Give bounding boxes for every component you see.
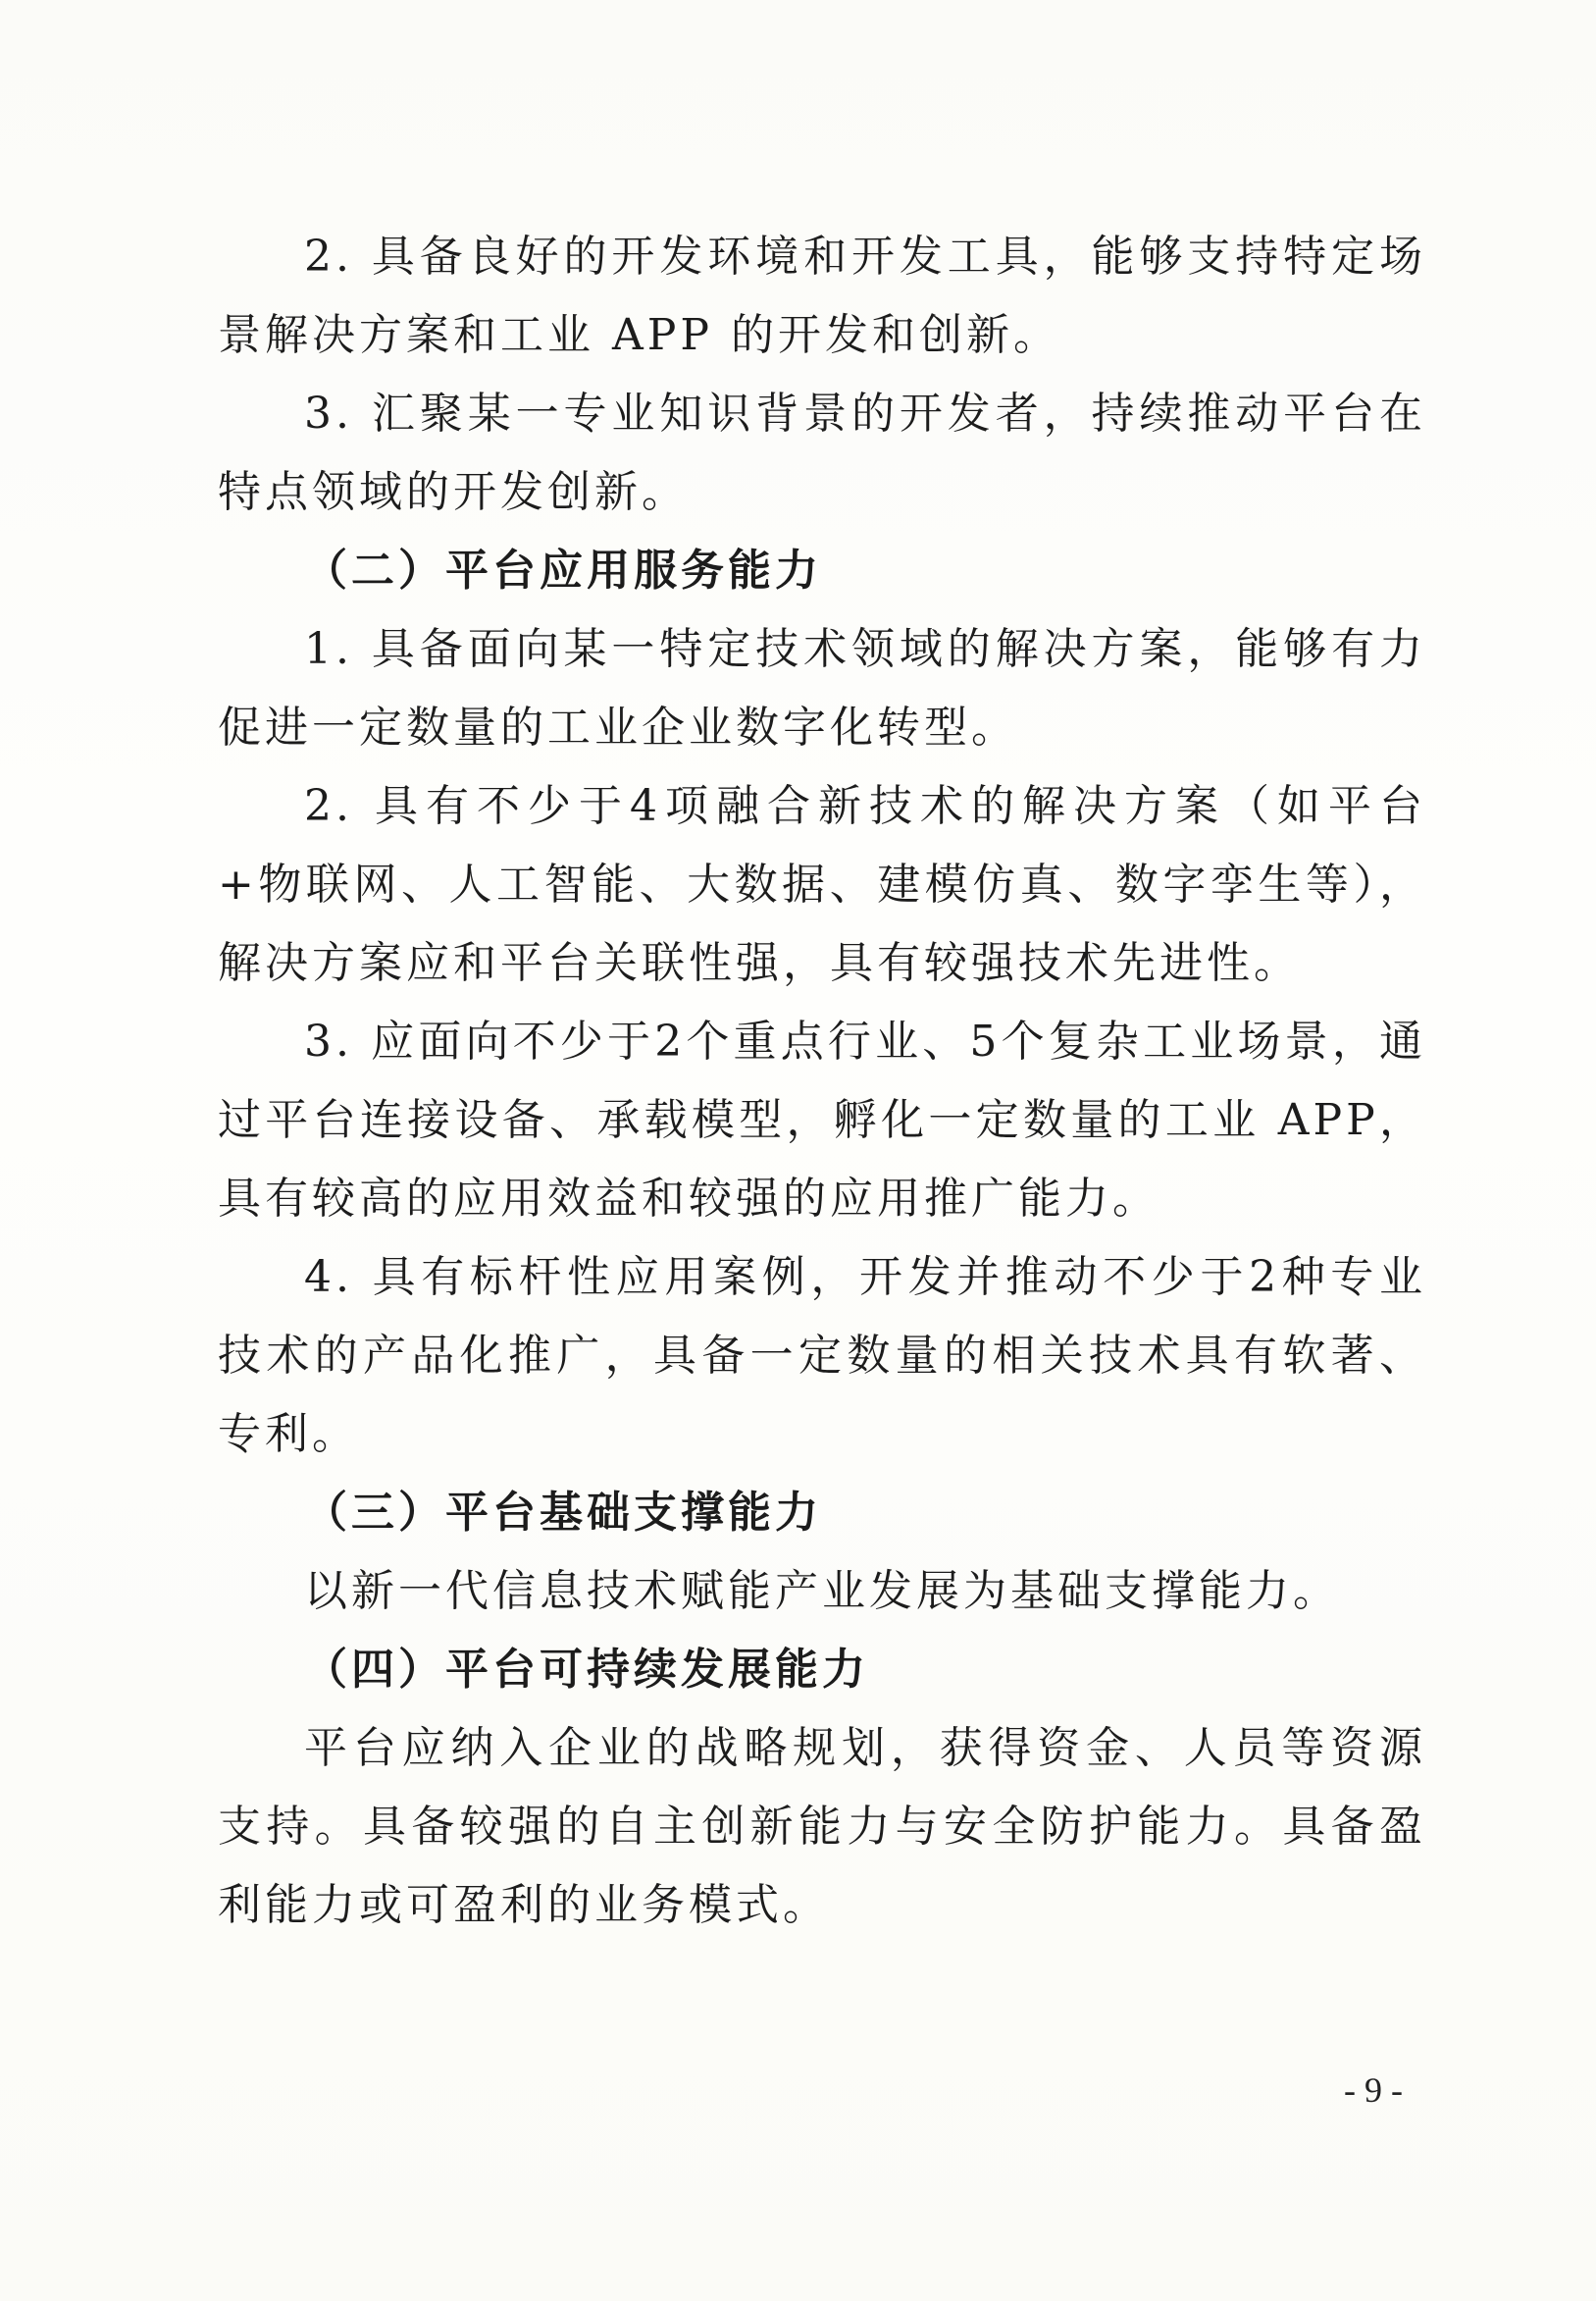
paragraph-sustainability: 平台应纳入企业的战略规划，获得资金、人员等资源支持。具备较强的自主创新能力与安全防护能力。具备盈利能力或可盈利的业务模式。	[218, 1723, 1426, 1930]
section-heading-sustainability: （四）平台可持续发展能力	[304, 1645, 869, 1695]
paragraph-developer-community: 3. 汇聚某一专业知识背景的开发者，持续推动平台在特点领域的开发创新。	[218, 389, 1426, 517]
document-body	[218, 218, 1426, 1945]
page-number: - 9 -	[1344, 2070, 1403, 2110]
section-heading-application-service: （二）平台应用服务能力	[304, 546, 822, 596]
section-heading-foundation-support: （三）平台基础支撑能力	[304, 1488, 822, 1538]
paragraph-solution-domain: 1. 具备面向某一特定技术领域的解决方案，能够有力促进一定数量的工业企业数字化转型。	[218, 624, 1426, 753]
paragraph-dev-environment: 2. 具备良好的开发环境和开发工具，能够支持特定场景解决方案和工业 APP 的开发和创新。	[218, 232, 1426, 360]
paragraph-foundation-support: 以新一代信息技术赋能产业发展为基础支撑能力。	[304, 1566, 1340, 1616]
paragraph-industries-scenarios: 3. 应面向不少于2个重点行业、5个复杂工业场景，通过平台连接设备、承载模型，孵化一定数量的工业 APP，具有较高的应用效益和较强的应用推广能力。	[218, 1017, 1426, 1224]
paragraph-benchmark-cases: 4. 具有标杆性应用案例，开发并推动不少于2种专业技术的产品化推广，具备一定数量的相关技术具有软著、专利。	[218, 1252, 1426, 1459]
paragraph-new-tech-solutions: 2. 具有不少于4项融合新技术的解决方案（如平台+物联网、人工智能、大数据、建模仿真、数字孪生等），解决方案应和平台关联性强，具有较强技术先进性。	[218, 781, 1426, 988]
